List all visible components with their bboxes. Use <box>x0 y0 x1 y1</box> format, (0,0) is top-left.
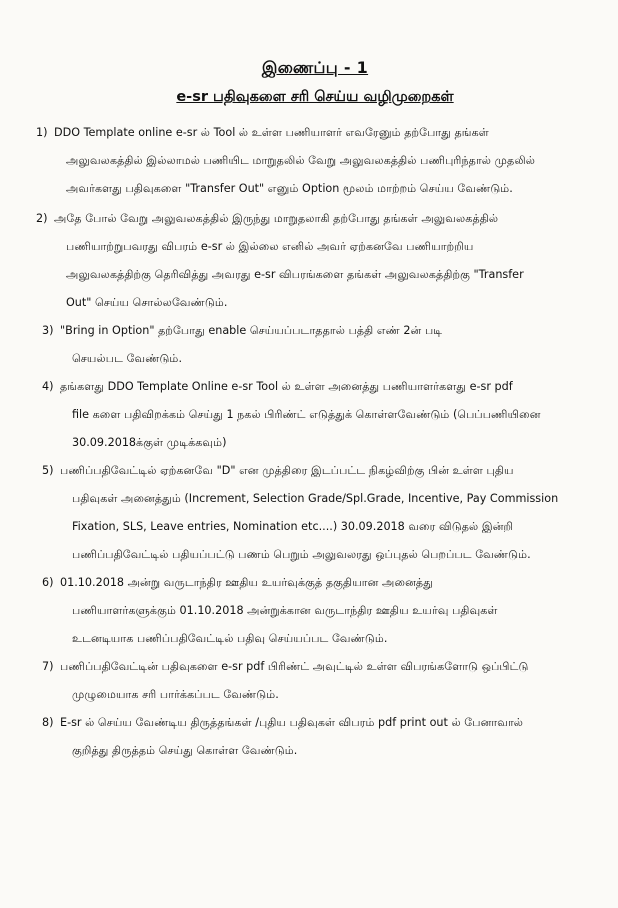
item-number: 3) <box>42 324 54 337</box>
list-item <box>42 373 594 457</box>
item-text-line: முழுமையாக சரி பார்க்கப்பட வேண்டும். <box>72 688 279 701</box>
item-text-line: பணிப்பதிவேட்டின் பதிவுகளை e-sr pdf பிரிண்ட் அவுட்டில் உள்ள விபரங்களோடு ஒப்பிட்டு <box>60 660 529 673</box>
item-text-line: "Bring in Option" தற்போது enable செய்யப்படாததால் பத்தி எண் 2ன் படி <box>60 324 443 337</box>
item-text-line: DDO Template online e-sr ல் Tool ல் உள்ள பணியாளர் எவரேனும் தற்போது தங்கள் <box>54 126 489 139</box>
item-text-line: 30.09.2018க்குள் முடிக்கவும்) <box>72 436 227 449</box>
instruction-list <box>36 119 594 765</box>
item-text-line: 01.10.2018 அன்று வருடாந்திர ஊதிய உயர்வுக்குத் தகுதியான அனைத்து <box>60 576 433 589</box>
item-text-line: உடனடியாக பணிப்பதிவேட்டில் பதிவு செய்யப்பட வேண்டும். <box>72 632 388 645</box>
item-number: 7) <box>42 660 54 673</box>
item-number: 2) <box>36 212 48 225</box>
item-number: 8) <box>42 716 54 729</box>
list-item <box>42 709 594 765</box>
page-subtitle: e-sr பதிவுகளை சரி செய்ய வழிமுறைகள் <box>176 89 454 105</box>
item-text-line: அலுவலகத்தில் இல்லாமல் பணியிட மாறுதலில் வேறு அலுவலகத்தில் பணிபுரிந்தால் முதலில் <box>66 154 536 167</box>
list-item <box>42 653 594 709</box>
item-number: 6) <box>42 576 54 589</box>
item-text-line: அதே போல் வேறு அலுவலகத்தில் இருந்து மாறுதலாகி தற்போது தங்கள் அலுவலகத்தில் <box>54 212 499 225</box>
item-text-line: file களை பதிவிறக்கம் செய்து 1 நகல் பிரிண்ட் எடுத்துக் கொள்ளவேண்டும் (பெப்பணியினை <box>72 408 541 421</box>
item-text-line: தங்களது DDO Template Online e-sr Tool ல் உள்ள அனைத்து பணியாளர்களது e-sr pdf <box>60 380 513 393</box>
page-title: இணைப்பு - 1 <box>261 58 369 77</box>
item-text-line: பணிப்பதிவேட்டில் ஏற்கனவே "D" என முத்திரை இடப்பட்ட நிகழ்விற்கு பின் உள்ள புதிய <box>60 464 514 477</box>
item-text-line: அவர்களது பதிவுகளை "Transfer Out" எனும் Option மூலம் மாற்றம் செய்ய வேண்டும். <box>66 182 513 195</box>
item-text-line: பணியாற்றுபவரது விபரம் e-sr ல் இல்லை எனில் அவர் ஏற்கனவே பணியாற்றிய <box>66 240 474 253</box>
list-item <box>36 119 594 203</box>
list-item <box>42 317 594 373</box>
item-text-line: பணிப்பதிவேட்டில் பதியப்பட்டு பணம் பெறும் அலுவலரது ஒப்புதல் பெறப்பட வேண்டும். <box>72 548 531 561</box>
item-text-line: Out" செய்ய சொல்லவேண்டும். <box>66 296 228 309</box>
item-text-line: அலுவலகத்திற்கு தெரிவித்து அவரது e-sr விபரங்களை தங்கள் அலுவலகத்திற்கு "Transfer <box>66 268 524 281</box>
item-text-line: E-sr ல் செய்ய வேண்டிய திருத்தங்கள் /புதிய பதிவுகள் விபரம் pdf print out ல் பேனாவால் <box>60 716 524 729</box>
list-item <box>36 205 594 317</box>
item-text-line: குறித்து திருத்தம் செய்து கொள்ள வேண்டும். <box>72 744 298 757</box>
item-text-line: செயல்பட வேண்டும். <box>72 352 182 365</box>
item-text-line: Fixation, SLS, Leave entries, Nomination etc....) 30.09.2018 வரை விடுதல் இன்றி <box>72 520 514 533</box>
item-number: 4) <box>42 380 54 393</box>
item-text-line: பதிவுகள் அனைத்தும் (Increment, Selection Grade/Spl.Grade, Incentive, Pay Commission <box>72 492 559 505</box>
item-number: 1) <box>36 126 48 139</box>
list-item <box>42 569 594 653</box>
item-text-line: பணியாளர்களுக்கும் 01.10.2018 அன்றுக்கான வருடாந்திர ஊதிய உயர்வு பதிவுகள் <box>72 604 498 617</box>
item-number: 5) <box>42 464 54 477</box>
list-item <box>42 457 594 569</box>
